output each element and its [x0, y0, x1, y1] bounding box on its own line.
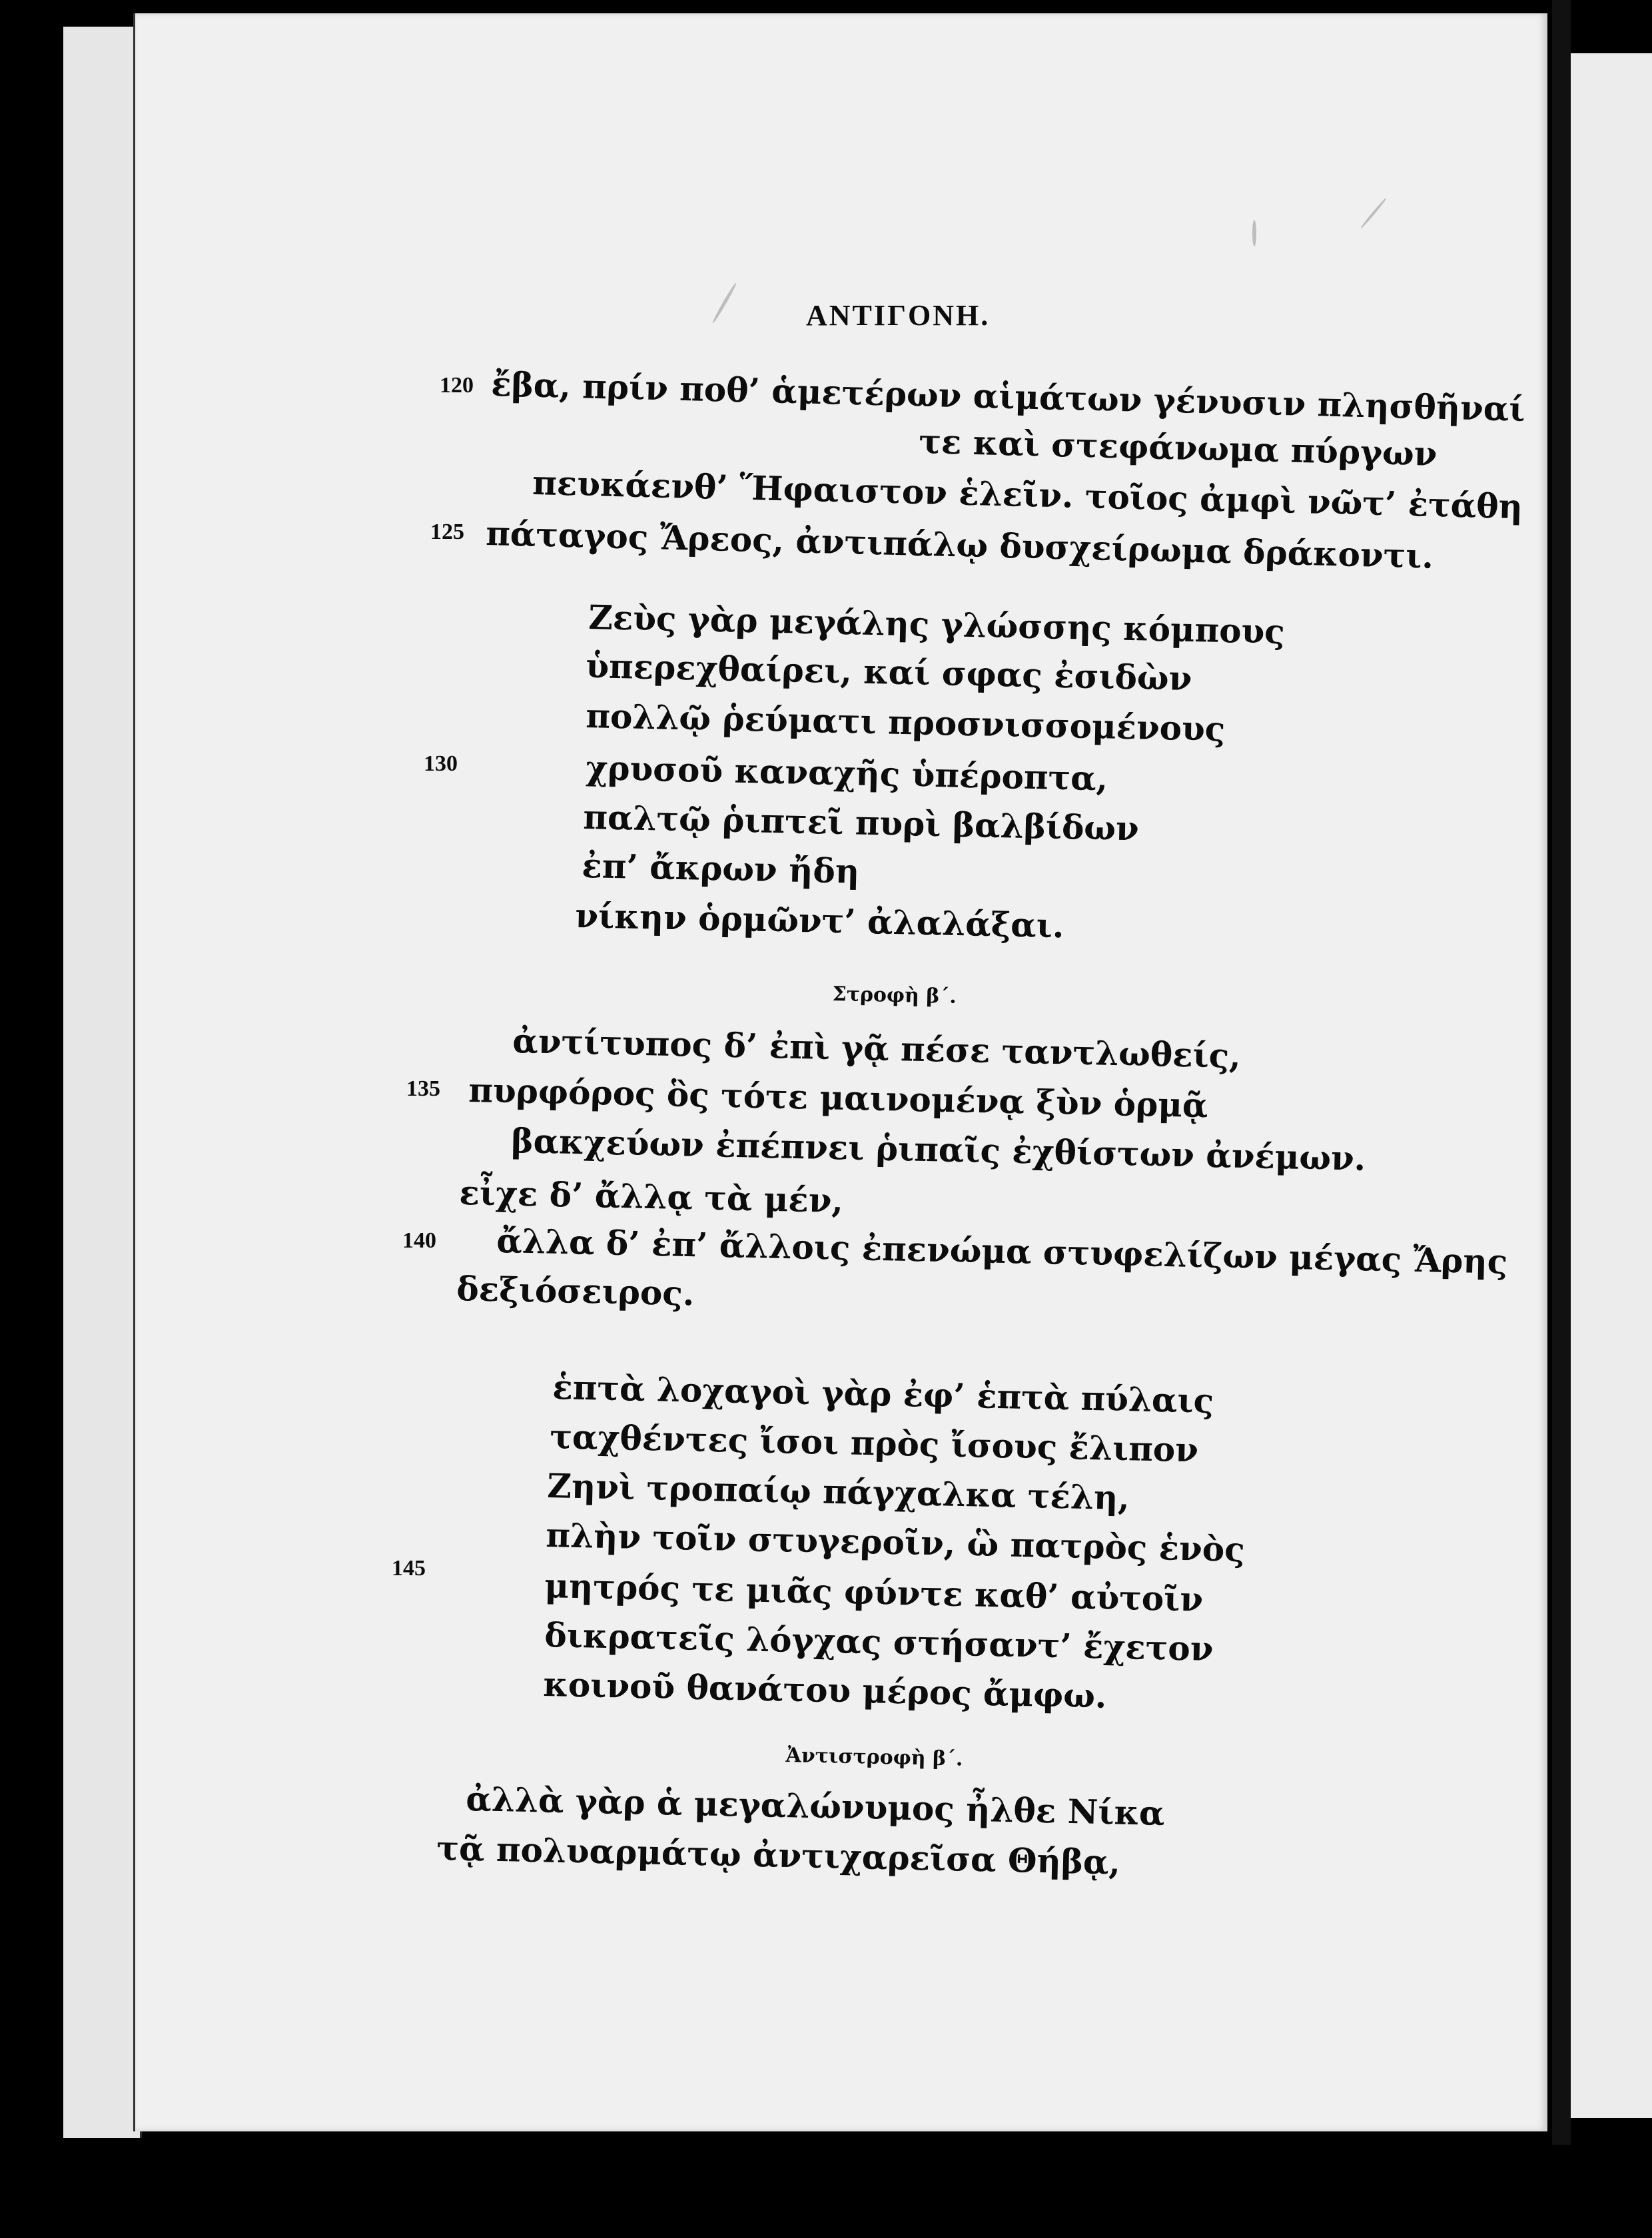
verse-line: μητρός τε μιᾶς φύντε καθ’ αὐτοῖν	[544, 1566, 1204, 1619]
line-number-135: 135	[406, 1076, 440, 1101]
verse-line: εἶχε δ’ ἄλλᾳ τὰ μέν,	[458, 1173, 844, 1221]
section-heading-antistrophe: Ἀντιστροφὴ β΄.	[785, 1744, 963, 1771]
verse-line: χρυσοῦ καναχῆς ὑπέροπτα,	[585, 748, 1108, 799]
line-number-120: 120	[440, 373, 474, 398]
verse-line: πάταγος Ἄρεος, ἀντιπάλῳ δυσχείρωμα δράκοντι.	[485, 514, 1434, 576]
verse-line: πυρφόρος ὃς τότε μαινομένᾳ ξὺν ὁρμᾷ	[468, 1070, 1209, 1126]
verse-line: βακχεύων ἐπέπνει ῥιπαῖς ἐχθίστων ἀνέμων.	[510, 1121, 1366, 1178]
verse-line: ἀλλὰ γὰρ ἁ μεγαλώνυμος ἦλθε Νίκα	[465, 1779, 1166, 1833]
verse-line: ἑπτὰ λοχαγοὶ γὰρ ἐφ’ ἑπτὰ πύλαις	[552, 1367, 1214, 1421]
line-number-130: 130	[424, 751, 458, 776]
verse-line: ἔβα, πρίν ποθ’ ἁμετέρων αἱμάτων γένυσιν πλησθῆναί	[490, 364, 1526, 429]
verse-line: κοινοῦ θανάτου μέρος ἄμφω.	[542, 1665, 1107, 1716]
verse-line: πλὴν τοῖν στυγεροῖν, ὣ πατρὸς ἑνὸς	[545, 1515, 1246, 1569]
book-gutter	[1552, 0, 1571, 2238]
section-heading-strophe: Στροφὴ β΄.	[832, 982, 957, 1008]
verse-line: δεξιόσειρος.	[456, 1269, 695, 1313]
verse-line: νίκην ὁρμῶντ’ ἀλαλάξαι.	[574, 896, 1064, 946]
verse-line: Ζεὺς γὰρ μεγάλης γλώσσης κόμπους	[588, 597, 1286, 651]
line-number-125: 125	[430, 520, 464, 544]
line-number-140: 140	[402, 1228, 436, 1253]
verse-line: τε καὶ στεφάνωμα πύργων	[918, 422, 1438, 474]
paper-mark	[1252, 220, 1256, 246]
verse-line: δικρατεῖς λόγχας στήσαντ’ ἔχετον	[544, 1615, 1214, 1669]
line-number-145: 145	[392, 1556, 426, 1581]
verse-line: Ζηνὶ τροπαίῳ πάγχαλκα τέλη,	[546, 1466, 1130, 1518]
verse-line: ἐπ’ ἄκρων ἤδη	[581, 846, 860, 891]
verse-line: ὑπερεχθαίρει, καί σφας ἐσιδὼν	[585, 646, 1192, 699]
running-title: ΑΝΤΙΓΟΝΗ.	[806, 299, 991, 332]
verse-line: πολλῷ ῥεύματι προσνισσομένους	[585, 696, 1226, 749]
scan-border	[0, 2145, 1652, 2238]
verse-line: ἀντίτυπος δ’ ἐπὶ γᾷ πέσε ταντλωθείς,	[512, 1021, 1242, 1076]
verse-line: πευκάενθ’ Ἥφαιστον ἑλεῖν. τοῖος ἀμφὶ νῶτ’ ἐτάθη	[532, 463, 1523, 527]
verse-line: ἄλλα δ’ ἐπ’ ἄλλοις ἐπενώμα στυφελίζων μέγας Ἄρης	[496, 1221, 1508, 1282]
verse-line: ταχθέντες ἴσοι πρὸς ἴσους ἔλιπον	[549, 1417, 1199, 1470]
facing-page-edge	[1571, 53, 1652, 2118]
verse-line: παλτῷ ῥιπτεῖ πυρὶ βαλβίδων	[582, 797, 1140, 849]
verse-line: τᾷ πολυαρμάτῳ ἀντιχαρεῖσα Θήβᾳ,	[436, 1828, 1121, 1882]
